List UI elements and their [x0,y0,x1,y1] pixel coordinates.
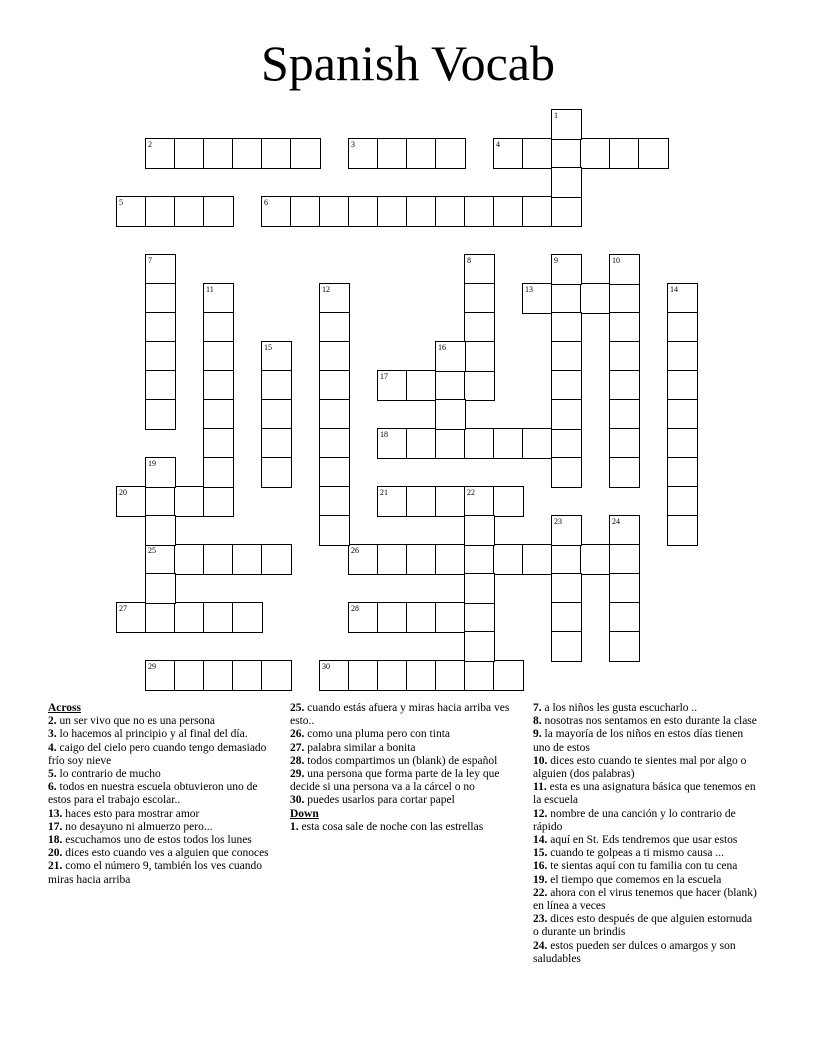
clue-item [533,874,759,887]
clue-text: una persona que forma parte de la ley que decide si una persona va a la cárcel o no [290,768,500,794]
grid-cell[interactable] [174,196,205,227]
grid-cell[interactable] [667,370,698,401]
clue-text: esta cosa sale de noche con las estrellas [298,820,484,833]
grid-cell[interactable] [406,196,437,227]
grid-cell[interactable] [203,196,234,227]
grid-cell[interactable] [551,196,582,227]
clue-number: 8 [467,256,471,265]
grid-cell[interactable] [377,196,408,227]
grid-cell[interactable] [145,312,176,343]
grid-cell[interactable] [203,428,234,459]
clue-item [48,742,274,768]
clues-heading: Across [48,702,82,714]
clue-number: 22 [467,488,475,497]
clue-number: 9 [554,256,558,265]
grid-cell[interactable] [609,254,640,285]
page-title: Spanish Vocab [261,35,555,91]
clue-text: nombre de una canción y lo contrario de rápido [533,807,736,833]
grid-cell[interactable] [145,196,176,227]
clue-text: todos en nuestra escuela obtuvieron uno de estos para el trabajo escolar.. [48,781,258,807]
grid-cell[interactable] [464,515,495,546]
clue-text: la mayoría de los niños en estos días tienen uno de estos [533,728,744,754]
clue-number: 11. [533,781,547,794]
grid-cell[interactable] [145,254,176,285]
grid-cell[interactable] [145,370,176,401]
clue-item [290,755,516,768]
grid-cell[interactable] [145,399,176,430]
grid-cell[interactable] [522,138,553,169]
clue-number: 27. [290,741,305,754]
grid-cell[interactable] [464,660,495,691]
grid-cell[interactable] [551,341,582,372]
clue-number: 10 [612,256,620,265]
grid-cell[interactable] [261,370,292,401]
grid-cell[interactable] [377,486,408,517]
grid-cell[interactable] [551,370,582,401]
grid-cell[interactable] [522,283,553,314]
grid-cell[interactable] [464,196,495,227]
clue-item [533,702,759,715]
clue-number: 5 [119,198,123,207]
clue-text: dices esto después de que alguien estornuda o durante un brindis [533,913,753,939]
grid-cell[interactable] [406,486,437,517]
clue-item [48,834,274,847]
grid-cell[interactable] [435,370,466,401]
clue-text: dices esto cuando te sientes mal por algo o alguien (dos palabras) [533,754,747,781]
grid-cell[interactable] [551,515,582,546]
clue-number: 25 [148,546,156,555]
grid-cell[interactable] [377,428,408,459]
grid-cell[interactable] [580,544,611,575]
grid-cell[interactable] [435,602,466,633]
grid-cell[interactable] [551,428,582,459]
grid-cell[interactable] [261,399,292,430]
grid-cell[interactable] [551,254,582,285]
grid-cell[interactable] [609,428,640,459]
grid-cell[interactable] [145,457,176,488]
grid-cell[interactable] [174,660,205,691]
clue-number: 21 [380,488,388,497]
grid-cell[interactable] [435,138,466,169]
clue-number: 5. [48,768,57,781]
clue-number: 17. [48,820,63,833]
grid-cell[interactable] [551,312,582,343]
grid-cell[interactable] [667,428,698,459]
clue-item [533,887,759,913]
grid-cell[interactable] [145,515,176,546]
clue-item [290,728,516,741]
clue-number: 7 [148,256,152,265]
grid-cell[interactable] [435,486,466,517]
grid-cell[interactable] [551,283,582,314]
grid-cell[interactable] [667,341,698,372]
grid-cell[interactable] [609,341,640,372]
grid-cell[interactable] [348,660,379,691]
clue-number: 7. [533,702,542,714]
grid-cell[interactable] [435,428,466,459]
grid-cell[interactable] [203,341,234,372]
clue-number: 20. [48,847,63,860]
grid-cell[interactable] [145,660,176,691]
clue-number: 18 [380,430,388,439]
grid-cell[interactable] [551,631,582,662]
grid-cell[interactable] [493,486,524,517]
clue-text: palabra similar a bonita [304,741,416,754]
clue-number: 10. [533,754,548,767]
grid-cell[interactable] [667,486,698,517]
grid-cell[interactable] [232,660,263,691]
clue-text: esta es una asignatura básica que tenemos en la escuela [533,781,756,807]
grid-cell[interactable] [667,312,698,343]
grid-cell[interactable] [203,370,234,401]
grid-cell[interactable] [406,428,437,459]
grid-cell[interactable] [377,370,408,401]
clue-number: 14 [670,285,678,294]
grid-cell[interactable] [116,602,147,633]
grid-cell[interactable] [464,544,495,575]
clue-number: 20 [119,488,127,497]
grid-cell[interactable] [493,428,524,459]
grid-cell[interactable] [290,138,321,169]
clue-item [533,755,759,781]
clue-number: 13. [48,807,63,820]
clue-number: 9. [533,728,542,741]
clue-text: te sientas aquí con tu familia con tu cena [547,860,738,873]
grid-cell[interactable] [203,399,234,430]
grid-cell[interactable] [464,341,495,372]
grid-cell[interactable] [667,283,698,314]
clue-text: lo contrario de mucho [56,768,161,781]
clue-number: 14. [533,834,548,847]
clue-number: 19 [148,459,156,468]
grid-cell[interactable] [348,138,379,169]
clue-text: caigo del cielo pero cuando tengo demasiado frío soy nieve [48,741,267,767]
grid-cell[interactable] [464,254,495,285]
grid-cell[interactable] [522,196,553,227]
grid-cell[interactable] [435,399,466,430]
grid-cell[interactable] [232,544,263,575]
grid-cell[interactable] [493,138,524,169]
grid-cell[interactable] [290,196,321,227]
clue-text: todos compartimos un (blank) de español [304,754,498,767]
clue-text: cuando te golpeas a ti mismo causa ... [547,847,724,860]
grid-cell[interactable] [667,457,698,488]
grid-cell[interactable] [609,283,640,314]
clue-text: escuchamos uno de estos todos los lunes [62,834,252,847]
clue-number: 4. [48,741,57,754]
grid-cell[interactable] [203,312,234,343]
grid-cell[interactable] [464,602,495,633]
clue-text: no desayuno ni almuerzo pero... [62,820,213,833]
clue-text: estos pueden ser dulces o amargos y son saludables [533,939,736,965]
grid-cell[interactable] [464,312,495,343]
clue-text: cuando estás afuera y miras hacia arriba ves esto.. [290,702,510,728]
grid-cell[interactable] [145,486,176,517]
grid-cell[interactable] [435,196,466,227]
clue-item [48,781,274,807]
grid-cell[interactable] [203,602,234,633]
clue-text: dices esto cuando ves a alguien que conoces [62,847,269,860]
clue-number: 23 [554,517,562,526]
clue-text: nosotras nos sentamos en esto durante la clase [541,715,757,728]
clue-text: haces esto para mostrar amor [62,807,200,820]
clue-item [48,847,274,860]
clue-text: como el número 9, también los ves cuando miras hacia arriba [48,860,262,886]
grid-cell[interactable] [261,660,292,691]
grid-cell[interactable] [319,399,350,430]
clue-number: 17 [380,372,388,381]
clue-item [533,808,759,834]
grid-cell[interactable] [319,196,350,227]
grid-cell[interactable] [609,515,640,546]
clue-number: 1. [290,820,299,833]
grid-cell[interactable] [203,138,234,169]
grid-cell[interactable] [435,341,466,372]
clue-number: 13 [525,285,533,294]
clue-item [533,715,759,728]
grid-cell[interactable] [348,196,379,227]
clue-number: 27 [119,604,127,613]
clue-text: el tiempo que comemos en la escuela [547,873,722,886]
grid-cell[interactable] [551,138,582,169]
clues-column-3 [533,702,759,966]
grid-cell[interactable] [551,602,582,633]
grid-cell[interactable] [522,428,553,459]
grid-cell[interactable] [609,312,640,343]
clue-number: 30. [290,794,305,807]
clue-item [290,768,516,794]
grid-cell[interactable] [464,486,495,517]
grid-cell[interactable] [609,631,640,662]
clues-column-1 [48,702,274,887]
grid-cell[interactable] [638,138,669,169]
grid-cell[interactable] [319,660,350,691]
grid-cell[interactable] [464,428,495,459]
clue-number: 25. [290,702,305,714]
grid-cell[interactable] [261,196,292,227]
grid-cell[interactable] [551,544,582,575]
grid-cell[interactable] [319,457,350,488]
clue-item [533,913,759,939]
clue-item [48,860,274,886]
grid-cell[interactable] [377,138,408,169]
clue-item [48,715,274,728]
clue-item [48,808,274,821]
grid-cell[interactable] [261,341,292,372]
grid-cell[interactable] [203,544,234,575]
grid-cell[interactable] [319,428,350,459]
clue-item [533,860,759,873]
grid-cell[interactable] [667,399,698,430]
clue-number: 2 [148,140,152,149]
grid-cell[interactable] [406,602,437,633]
clue-number: 28. [290,754,305,767]
grid-cell[interactable] [609,370,640,401]
clue-number: 29 [148,662,156,671]
clue-number: 30 [322,662,330,671]
clue-number: 24 [612,517,620,526]
grid-cell[interactable] [319,486,350,517]
clue-number: 3. [48,728,57,741]
grid-cell[interactable] [261,428,292,459]
clue-item [533,847,759,860]
grid-cell[interactable] [145,544,176,575]
grid-cell[interactable] [116,486,147,517]
clue-number: 22. [533,886,548,899]
grid-cell[interactable] [493,544,524,575]
clue-item [48,728,274,741]
grid-cell[interactable] [551,167,582,198]
clue-number: 19. [533,873,548,886]
clue-number: 4 [496,140,500,149]
grid-cell[interactable] [551,573,582,604]
clue-number: 21. [48,860,63,873]
grid-cell[interactable] [203,660,234,691]
grid-cell[interactable] [377,544,408,575]
grid-cell[interactable] [522,544,553,575]
grid-cell[interactable] [319,370,350,401]
grid-cell[interactable] [203,486,234,517]
grid-cell[interactable] [116,196,147,227]
grid-cell[interactable] [203,457,234,488]
clue-item [533,940,759,966]
clue-number: 16 [438,343,446,352]
clue-number: 12. [533,807,548,820]
grid-cell[interactable] [261,544,292,575]
clue-item [48,768,274,781]
grid-cell[interactable] [667,515,698,546]
grid-cell[interactable] [609,399,640,430]
clue-text: a los niños les gusta escucharlo .. [541,702,698,714]
grid-cell[interactable] [609,544,640,575]
clue-item [290,794,516,807]
clue-item [290,821,516,834]
grid-cell[interactable] [493,660,524,691]
grid-cell[interactable] [232,602,263,633]
clue-number: 15 [264,343,272,352]
clue-text: aquí en St. Eds tendremos que usar estos [547,834,738,847]
clues-column-2 [290,702,516,834]
grid-cell[interactable] [174,486,205,517]
clue-number: 18. [48,834,63,847]
grid-cell[interactable] [464,370,495,401]
grid-cell[interactable] [319,515,350,546]
grid-cell[interactable] [609,602,640,633]
clue-number: 15. [533,847,548,860]
grid-cell[interactable] [145,602,176,633]
grid-cell[interactable] [551,457,582,488]
grid-cell[interactable] [580,283,611,314]
grid-cell[interactable] [261,457,292,488]
grid-cell[interactable] [406,660,437,691]
grid-cell[interactable] [261,138,292,169]
grid-cell[interactable] [319,283,350,314]
clue-item [533,834,759,847]
grid-cell[interactable] [464,573,495,604]
grid-cell[interactable] [609,138,640,169]
clue-number: 12 [322,285,330,294]
clue-number: 11 [206,285,214,294]
grid-cell[interactable] [551,109,582,140]
clue-item [533,781,759,807]
grid-cell[interactable] [493,196,524,227]
grid-cell[interactable] [174,544,205,575]
grid-cell[interactable] [145,341,176,372]
grid-cell[interactable] [232,138,263,169]
grid-cell[interactable] [145,283,176,314]
clue-number: 26. [290,728,305,741]
clue-number: 23. [533,913,548,926]
clue-number: 26 [351,546,359,555]
grid-cell[interactable] [203,283,234,314]
grid-cell[interactable] [145,138,176,169]
clue-item [290,702,516,728]
clue-number: 24. [533,939,548,952]
clue-text: un ser vivo que no es una persona [56,715,216,728]
clue-number: 28 [351,604,359,613]
clue-item [290,742,516,755]
clue-number: 6 [264,198,268,207]
grid-cell[interactable] [406,370,437,401]
grid-cell[interactable] [435,544,466,575]
grid-cell[interactable] [406,138,437,169]
clue-item [533,728,759,754]
clue-number: 16. [533,860,548,873]
grid-cell[interactable] [580,138,611,169]
grid-cell[interactable] [435,660,466,691]
grid-cell[interactable] [464,631,495,662]
clue-number: 2. [48,715,57,728]
grid-cell[interactable] [319,341,350,372]
grid-cell[interactable] [174,602,205,633]
grid-cell[interactable] [377,602,408,633]
grid-cell[interactable] [348,602,379,633]
clues-heading: Down [290,807,319,820]
clue-text: ahora con el virus tenemos que hacer (blank) en línea a veces [533,886,757,913]
grid-cell[interactable] [609,573,640,604]
grid-cell[interactable] [377,660,408,691]
clue-item [48,821,274,834]
grid-cell[interactable] [174,138,205,169]
grid-cell[interactable] [609,457,640,488]
grid-cell[interactable] [551,399,582,430]
clue-text: lo hacemos al principio y al final del día. [56,728,248,741]
grid-cell[interactable] [319,312,350,343]
clue-text: como una pluma pero con tinta [304,728,451,741]
clue-number: 29. [290,768,305,781]
clue-number: 3 [351,140,355,149]
clue-text: puedes usarlos para cortar papel [304,794,455,807]
grid-cell[interactable] [464,283,495,314]
clue-number: 8. [533,715,542,728]
grid-cell[interactable] [145,573,176,604]
clue-number: 6. [48,781,57,794]
grid-cell[interactable] [406,544,437,575]
grid-cell[interactable] [348,544,379,575]
clue-number: 1 [554,111,558,120]
